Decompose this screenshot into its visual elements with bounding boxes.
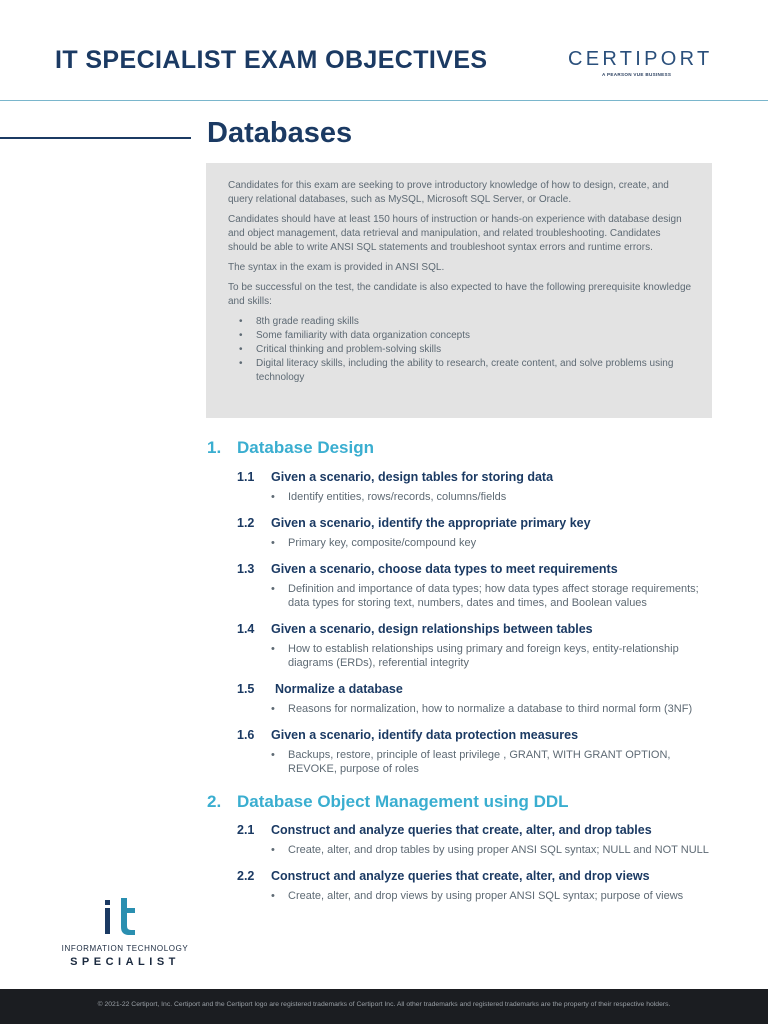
objective [207, 681, 717, 716]
objective-heading [237, 868, 717, 884]
domain-number: 1. [207, 438, 222, 457]
objective-title: Given a scenario, design relationships between tables [271, 622, 593, 636]
bullet: • [271, 844, 275, 856]
objective-detail-text: Identify entities, rows/records, columns/fields [288, 491, 507, 503]
title-rule [0, 137, 191, 139]
objective-number: 2.1 [237, 823, 255, 837]
prerequisite-list [228, 315, 692, 385]
objective-heading [237, 727, 717, 743]
domain-number: 2. [207, 792, 222, 811]
objective-title: Given a scenario, design tables for storing data [271, 470, 554, 484]
objective-detail-text: Primary key, composite/compound key [288, 537, 477, 549]
objective-detail-text: Reasons for normalization, how to normalize a database to third normal form (3NF) [288, 703, 693, 715]
objective-title: Construct and analyze queries that create, alter, and drop tables [271, 823, 652, 837]
bullet: • [271, 703, 275, 715]
header-divider [0, 100, 768, 101]
brand-line-1: INFORMATION TECHNOLOGY [61, 944, 189, 953]
intro-box [206, 163, 712, 418]
bullet: • [271, 583, 275, 595]
objective [207, 621, 717, 670]
objective-title: Normalize a database [275, 682, 403, 696]
objective-detail [271, 536, 717, 550]
objective-detail [271, 843, 717, 857]
objective-detail [271, 889, 717, 903]
intro-paragraph: Candidates should have at least 150 hours of instruction or hands-on experience with database design and object management, data retrieval and manipulation, and related troubleshooting. Candidates should be able to write ANSI SQL statements and troubleshoot syntax errors and runtime errors. [228, 214, 682, 253]
objective-heading [237, 469, 717, 485]
prerequisite-item [228, 329, 692, 343]
header-title: IT SPECIALIST EXAM OBJECTIVES [55, 46, 488, 74]
prerequisite-text: 8th grade reading skills [256, 316, 359, 327]
objective-number: 1.3 [237, 562, 255, 576]
bullet: • [239, 316, 243, 327]
objective-detail [271, 748, 717, 776]
objective [207, 727, 717, 776]
objective-heading [237, 822, 717, 838]
objective [207, 822, 717, 857]
objective-heading [237, 681, 717, 697]
bullet: • [271, 749, 275, 761]
objective-detail [271, 490, 717, 504]
bullet: • [239, 358, 243, 369]
objective-number: 1.4 [237, 622, 255, 636]
objective [207, 561, 717, 610]
intro-paragraph: Candidates for this exam are seeking to prove introductory knowledge of how to design, create, and query relational databases, such as MySQL, Microsoft SQL Server, or Oracle. [228, 180, 669, 205]
objective-detail-text: Definition and importance of data types; how data types affect storage requirements; data types for storing text, numbers, dates and times, and Boolean values [288, 583, 699, 609]
bullet: • [239, 344, 243, 355]
prerequisite-text: Critical thinking and problem-solving skills [256, 344, 442, 355]
brand-line-2: SPECIALIST [70, 956, 180, 968]
objective-heading [237, 561, 717, 577]
certiport-logo [568, 48, 714, 82]
objective-number: 2.2 [237, 869, 255, 883]
objective-detail [271, 702, 717, 716]
bullet: • [271, 890, 275, 902]
prerequisite-item [228, 343, 692, 357]
objective-title: Given a scenario, identify the appropriate primary key [271, 516, 591, 530]
objective-detail-text: How to establish relationships using primary and foreign keys, entity-relationship diagrams (ERDs), referential integrity [288, 643, 679, 669]
domain-heading [207, 436, 717, 460]
objective-detail-text: Create, alter, and drop views by using proper ANSI SQL syntax; purpose of views [288, 890, 684, 902]
objective-heading [237, 621, 717, 637]
prerequisite-item [228, 315, 692, 329]
intro-paragraph: The syntax in the exam is provided in ANSI SQL. [228, 262, 445, 273]
intro-paragraph: To be successful on the test, the candidate is also expected to have the following prerequisite knowledge and skills: [228, 282, 692, 307]
objective-detail-text: Backups, restore, principle of least privilege , GRANT, WITH GRANT OPTION, REVOKE, purpose of roles [288, 749, 671, 775]
objective-detail [271, 582, 717, 610]
objective [207, 469, 717, 504]
bullet: • [271, 537, 275, 549]
domain-title: Database Design [237, 438, 374, 457]
domain-heading [207, 790, 717, 814]
page-title: Databases [207, 117, 353, 149]
bullet: • [271, 643, 275, 655]
prerequisite-text: Digital literacy skills, including the ability to research, create content, and solve problems using technology [256, 358, 674, 383]
footer-copyright: © 2021-22 Certiport, Inc. Certiport and the Certiport logo are registered trademarks of Certiport Inc. All other trademarks and registered trademarks are the property of their respective holders. [97, 1001, 671, 1008]
objective-number: 1.1 [237, 470, 255, 484]
it-monogram-icon [101, 894, 149, 938]
objective-title: Given a scenario, identify data protection measures [271, 728, 579, 742]
bullet: • [239, 330, 243, 341]
it-specialist-logo [55, 894, 195, 970]
logo-wordmark: CERTIPORT [568, 48, 713, 70]
objective-detail [271, 642, 717, 670]
objective-heading [237, 515, 717, 531]
objective-number: 1.2 [237, 516, 255, 530]
prerequisite-item [228, 357, 692, 385]
objective-number: 1.6 [237, 728, 255, 742]
objective-title: Construct and analyze queries that create, alter, and drop views [271, 869, 650, 883]
prerequisite-text: Some familiarity with data organization concepts [256, 330, 470, 341]
objective [207, 515, 717, 550]
domain-title: Database Object Management using DDL [237, 792, 569, 811]
objective [207, 868, 717, 903]
objective-title: Given a scenario, choose data types to meet requirements [271, 562, 618, 576]
logo-tagline: A PEARSON VUE BUSINESS [602, 72, 672, 77]
objective-detail-text: Create, alter, and drop tables by using proper ANSI SQL syntax; NULL and NOT NULL [288, 844, 709, 856]
objectives-list [207, 436, 717, 903]
bullet: • [271, 491, 275, 503]
objective-number: 1.5 [237, 682, 255, 696]
